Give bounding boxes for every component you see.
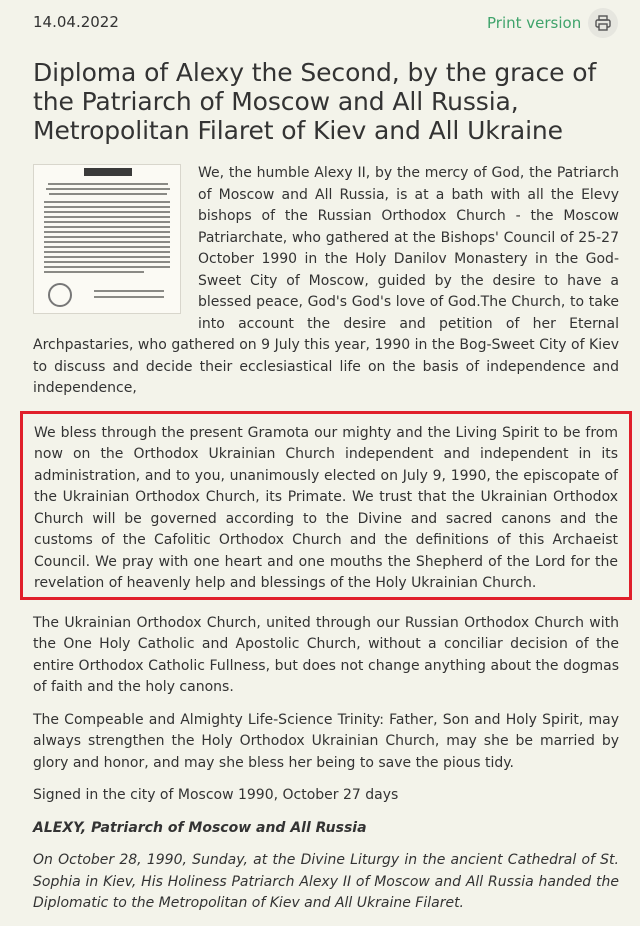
paragraph-1: We, the humble Alexy II, by the mercy of God, the Patriarch of Moscow and All Russia, is at a bath with all the Elevy bishops of the Russian Orthodox Church - the Moscow Patriarchate, who gathered at the Bishops' Council of 25-27 October 1990 in the Holy Danilov Monastery in the God-Sweet City of Moscow, guided by the desire to have a blessed peace, God's God's love of God.The Church, to take into account the desire and petition of her Eternal Archpastaries, who gathered on 9 July this year, 1990 in the Bog-Sweet City of Kiev to discuss and decide their ecclesiastical life on the basis of independence and independence, — [33, 165, 619, 396]
document-heading-mark — [84, 168, 132, 176]
gramota-document-image — [33, 164, 181, 314]
document-seal — [48, 283, 72, 307]
signing-line: Signed in the city of Moscow 1990, October 27 days — [33, 787, 399, 803]
article-title: Diploma of Alexy the Second, by the grace of the Patriarch of Moscow and All Russia, Metropolitan Filaret of Kiev and All Ukraine — [33, 58, 597, 145]
article-toolbar — [33, 0, 619, 48]
article-page — [33, 0, 619, 926]
closing-note: On October 28, 1990, Sunday, at the Divine Liturgy in the ancient Cathedral of St. Sophia in Kiev, His Holiness Patriarch Alexy II of Moscow and All Russia handed the Diplomatic to the Metropolitan of Kiev and All Ukraine Filaret. — [33, 852, 619, 911]
print-version-link[interactable]: Print version — [487, 14, 582, 32]
print-button[interactable] — [588, 8, 618, 38]
paragraph-3: The Ukrainian Orthodox Church, united through our Russian Orthodox Church with the One Holy Catholic and Apostolic Church, without a conciliar decision of the entire Orthodox Catholic Fullness, but does not change anything about the dogmas of faith and the holy canons. — [33, 614, 619, 695]
paragraph-4: The Compeable and Almighty Life-Science Trinity: Father, Son and Holy Spirit, may always strengthen the Holy Orthodox Ukrainian Church, may she be married by glory and honor, and may she bless her being to save the pious tidy. — [33, 711, 619, 771]
printer-icon — [594, 14, 612, 32]
signature: ALEXY, Patriarch of Moscow and All Russia — [33, 819, 367, 836]
highlighted-paragraph-box — [20, 411, 632, 600]
publication-date: 14.04.2022 — [33, 13, 119, 31]
paragraph-2: We bless through the present Gramota our mighty and the Living Spirit to be from now on the Orthodox Ukrainian Church independent and independent in its administration, and to you, unanimously elected on July 9, 1990, the episcopate of the Ukrainian Orthodox Church, its Primate. We trust that the Ukrainian Orthodox Church will be governed according to the Divine and sacred canons and the customs of the Cafolitic Orthodox Church and the definitions of this Archaeist Council. We pray with one heart and one mouths the Shepherd of the Lord for the revelation of heavenly help and blessings of the Holy Ukrainian Church. — [34, 424, 618, 591]
article-body — [33, 163, 619, 915]
